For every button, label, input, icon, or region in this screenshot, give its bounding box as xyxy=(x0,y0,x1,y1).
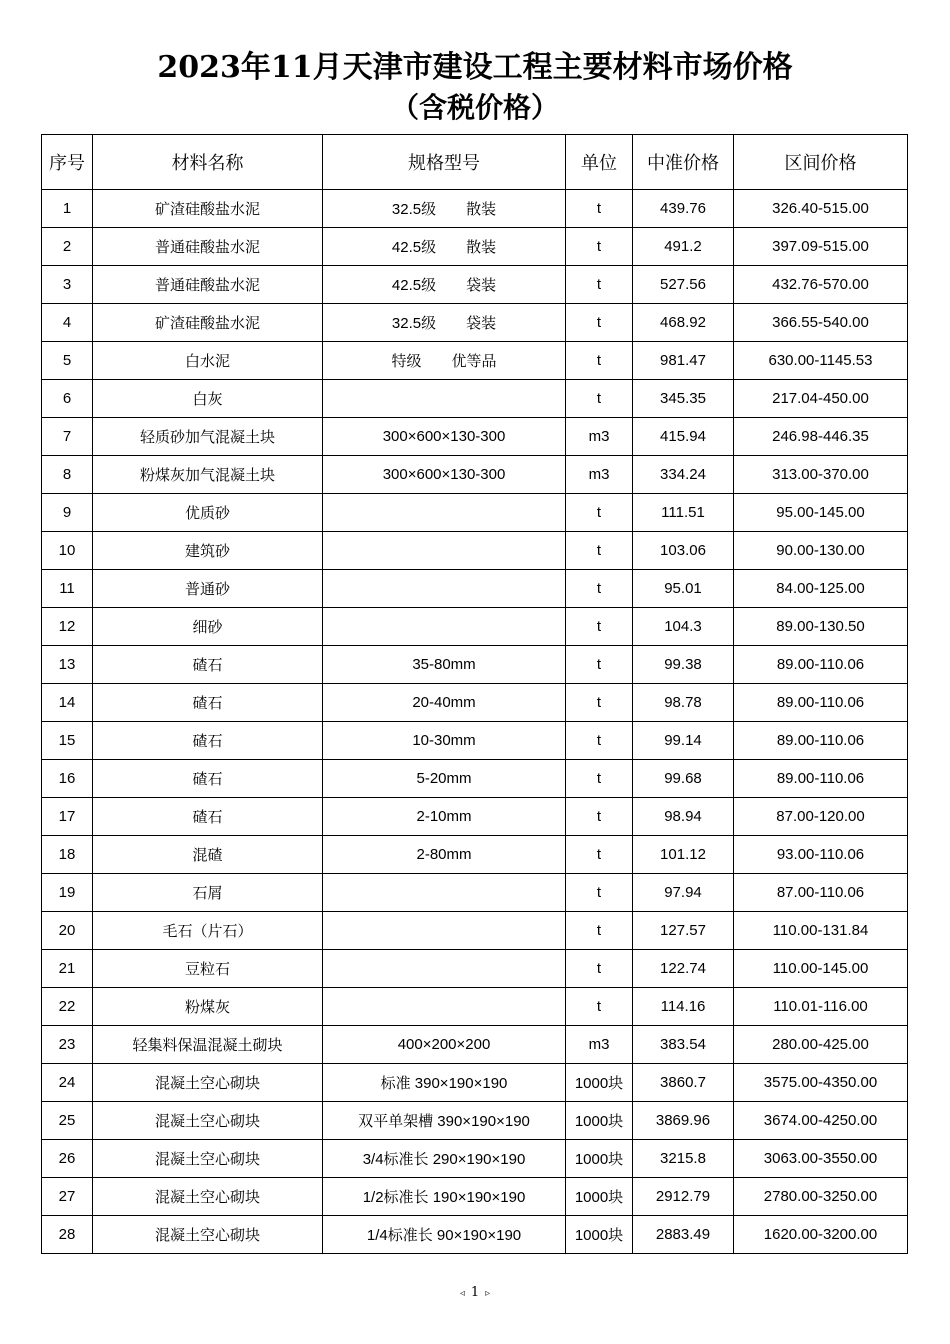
cell-spec: 300×600×130-300 xyxy=(323,418,566,456)
page-number: 1 xyxy=(470,1285,480,1300)
cell-mid-price: 98.94 xyxy=(633,798,734,836)
cell-material-name: 碴石 xyxy=(93,760,323,798)
cell-mid-price: 101.12 xyxy=(633,836,734,874)
cell-mid-price: 99.14 xyxy=(633,722,734,760)
cell-spec: 42.5级 袋装 xyxy=(323,266,566,304)
left-triangle-icon: ◃ xyxy=(459,1288,465,1299)
cell-mid-price: 334.24 xyxy=(633,456,734,494)
table-row xyxy=(42,456,908,494)
cell-mid-price: 127.57 xyxy=(633,912,734,950)
cell-material-name: 豆粒石 xyxy=(93,950,323,988)
cell-mid-price: 345.35 xyxy=(633,380,734,418)
cell-index: 10 xyxy=(42,532,93,570)
table-row xyxy=(42,722,908,760)
cell-mid-price: 3860.7 xyxy=(633,1064,734,1102)
cell-spec: 400×200×200 xyxy=(323,1026,566,1064)
cell-mid-price: 97.94 xyxy=(633,874,734,912)
cell-unit: t xyxy=(566,722,633,760)
cell-unit: t xyxy=(566,798,633,836)
cell-spec: 3/4标准长 290×190×190 xyxy=(323,1140,566,1178)
cell-index: 8 xyxy=(42,456,93,494)
cell-material-name: 碴石 xyxy=(93,722,323,760)
cell-spec xyxy=(323,532,566,570)
cell-index: 24 xyxy=(42,1064,93,1102)
cell-unit: t xyxy=(566,494,633,532)
table-row xyxy=(42,342,908,380)
table-row xyxy=(42,798,908,836)
cell-unit: t xyxy=(566,684,633,722)
table-row xyxy=(42,380,908,418)
cell-spec xyxy=(323,570,566,608)
price-table xyxy=(41,134,908,1254)
cell-mid-price: 383.54 xyxy=(633,1026,734,1064)
cell-material-name: 粉煤灰加气混凝土块 xyxy=(93,456,323,494)
cell-spec: 1/2标准长 190×190×190 xyxy=(323,1178,566,1216)
cell-material-name: 粉煤灰 xyxy=(93,988,323,1026)
cell-index: 7 xyxy=(42,418,93,456)
cell-unit: t xyxy=(566,190,633,228)
header-mid-price: 中准价格 xyxy=(633,135,734,190)
cell-price-range: 110.00-131.84 xyxy=(734,912,908,950)
cell-unit: t xyxy=(566,532,633,570)
cell-unit: 1000块 xyxy=(566,1178,633,1216)
cell-price-range: 89.00-130.50 xyxy=(734,608,908,646)
cell-material-name: 矿渣硅酸盐水泥 xyxy=(93,304,323,342)
cell-spec xyxy=(323,988,566,1026)
cell-spec xyxy=(323,950,566,988)
cell-spec: 20-40mm xyxy=(323,684,566,722)
cell-index: 1 xyxy=(42,190,93,228)
header-spec: 规格型号 xyxy=(323,135,566,190)
cell-spec: 标准 390×190×190 xyxy=(323,1064,566,1102)
cell-mid-price: 491.2 xyxy=(633,228,734,266)
cell-price-range: 110.00-145.00 xyxy=(734,950,908,988)
table-row xyxy=(42,1064,908,1102)
cell-unit: 1000块 xyxy=(566,1064,633,1102)
cell-price-range: 95.00-145.00 xyxy=(734,494,908,532)
cell-material-name: 石屑 xyxy=(93,874,323,912)
cell-material-name: 轻质砂加气混凝土块 xyxy=(93,418,323,456)
cell-spec: 32.5级 袋装 xyxy=(323,304,566,342)
cell-mid-price: 415.94 xyxy=(633,418,734,456)
cell-price-range: 246.98-446.35 xyxy=(734,418,908,456)
cell-unit: t xyxy=(566,874,633,912)
cell-price-range: 366.55-540.00 xyxy=(734,304,908,342)
cell-price-range: 3575.00-4350.00 xyxy=(734,1064,908,1102)
table-row xyxy=(42,950,908,988)
cell-spec xyxy=(323,608,566,646)
cell-unit: 1000块 xyxy=(566,1140,633,1178)
cell-spec: 300×600×130-300 xyxy=(323,456,566,494)
page-subtitle: （含税价格） xyxy=(390,91,559,124)
cell-index: 21 xyxy=(42,950,93,988)
table-row xyxy=(42,874,908,912)
cell-unit: t xyxy=(566,266,633,304)
cell-index: 22 xyxy=(42,988,93,1026)
table-row xyxy=(42,684,908,722)
table-row xyxy=(42,228,908,266)
table-row xyxy=(42,304,908,342)
cell-price-range: 89.00-110.06 xyxy=(734,760,908,798)
cell-unit: t xyxy=(566,836,633,874)
cell-unit: t xyxy=(566,912,633,950)
cell-mid-price: 468.92 xyxy=(633,304,734,342)
cell-spec xyxy=(323,874,566,912)
cell-price-range: 93.00-110.06 xyxy=(734,836,908,874)
header-unit: 单位 xyxy=(566,135,633,190)
cell-unit: 1000块 xyxy=(566,1102,633,1140)
cell-spec: 2-80mm xyxy=(323,836,566,874)
cell-mid-price: 981.47 xyxy=(633,342,734,380)
cell-index: 17 xyxy=(42,798,93,836)
cell-material-name: 优质砂 xyxy=(93,494,323,532)
table-row xyxy=(42,988,908,1026)
cell-spec: 32.5级 散装 xyxy=(323,190,566,228)
cell-material-name: 矿渣硅酸盐水泥 xyxy=(93,190,323,228)
cell-material-name: 细砂 xyxy=(93,608,323,646)
table-row xyxy=(42,1216,908,1254)
cell-mid-price: 111.51 xyxy=(633,494,734,532)
cell-mid-price: 103.06 xyxy=(633,532,734,570)
cell-spec xyxy=(323,380,566,418)
table-row xyxy=(42,266,908,304)
table-row xyxy=(42,1140,908,1178)
cell-index: 26 xyxy=(42,1140,93,1178)
table-row xyxy=(42,912,908,950)
cell-price-range: 110.01-116.00 xyxy=(734,988,908,1026)
cell-spec: 2-10mm xyxy=(323,798,566,836)
cell-material-name: 混凝土空心砌块 xyxy=(93,1102,323,1140)
cell-index: 28 xyxy=(42,1216,93,1254)
cell-index: 14 xyxy=(42,684,93,722)
cell-unit: m3 xyxy=(566,456,633,494)
cell-unit: t xyxy=(566,950,633,988)
cell-price-range: 89.00-110.06 xyxy=(734,684,908,722)
cell-unit: t xyxy=(566,760,633,798)
cell-material-name: 建筑砂 xyxy=(93,532,323,570)
cell-material-name: 普通硅酸盐水泥 xyxy=(93,266,323,304)
cell-spec: 双平单架槽 390×190×190 xyxy=(323,1102,566,1140)
cell-material-name: 混凝土空心砌块 xyxy=(93,1064,323,1102)
cell-material-name: 混凝土空心砌块 xyxy=(93,1178,323,1216)
cell-material-name: 毛石（片石） xyxy=(93,912,323,950)
cell-mid-price: 3215.8 xyxy=(633,1140,734,1178)
cell-price-range: 280.00-425.00 xyxy=(734,1026,908,1064)
cell-index: 6 xyxy=(42,380,93,418)
cell-index: 9 xyxy=(42,494,93,532)
cell-mid-price: 104.3 xyxy=(633,608,734,646)
header-price-range: 区间价格 xyxy=(734,135,908,190)
cell-material-name: 混凝土空心砌块 xyxy=(93,1216,323,1254)
cell-unit: t xyxy=(566,988,633,1026)
cell-price-range: 326.40-515.00 xyxy=(734,190,908,228)
right-triangle-icon: ▹ xyxy=(485,1288,491,1299)
table-row xyxy=(42,1026,908,1064)
header-index: 序号 xyxy=(42,135,93,190)
cell-price-range: 217.04-450.00 xyxy=(734,380,908,418)
cell-material-name: 混碴 xyxy=(93,836,323,874)
cell-unit: t xyxy=(566,342,633,380)
cell-index: 20 xyxy=(42,912,93,950)
cell-material-name: 混凝土空心砌块 xyxy=(93,1140,323,1178)
cell-mid-price: 3869.96 xyxy=(633,1102,734,1140)
cell-spec: 10-30mm xyxy=(323,722,566,760)
table-row xyxy=(42,1102,908,1140)
table-row xyxy=(42,418,908,456)
cell-material-name: 轻集料保温混凝土砌块 xyxy=(93,1026,323,1064)
cell-material-name: 碴石 xyxy=(93,684,323,722)
cell-spec: 1/4标准长 90×190×190 xyxy=(323,1216,566,1254)
cell-material-name: 普通砂 xyxy=(93,570,323,608)
header-material-name: 材料名称 xyxy=(93,135,323,190)
cell-price-range: 432.76-570.00 xyxy=(734,266,908,304)
cell-unit: m3 xyxy=(566,1026,633,1064)
cell-material-name: 普通硅酸盐水泥 xyxy=(93,228,323,266)
cell-index: 18 xyxy=(42,836,93,874)
cell-price-range: 630.00-1145.53 xyxy=(734,342,908,380)
cell-price-range: 3063.00-3550.00 xyxy=(734,1140,908,1178)
cell-price-range: 87.00-120.00 xyxy=(734,798,908,836)
cell-price-range: 3674.00-4250.00 xyxy=(734,1102,908,1140)
cell-mid-price: 2912.79 xyxy=(633,1178,734,1216)
cell-index: 15 xyxy=(42,722,93,760)
cell-mid-price: 527.56 xyxy=(633,266,734,304)
cell-spec: 5-20mm xyxy=(323,760,566,798)
cell-index: 12 xyxy=(42,608,93,646)
cell-price-range: 90.00-130.00 xyxy=(734,532,908,570)
cell-mid-price: 2883.49 xyxy=(633,1216,734,1254)
cell-index: 27 xyxy=(42,1178,93,1216)
cell-index: 16 xyxy=(42,760,93,798)
cell-index: 19 xyxy=(42,874,93,912)
table-row xyxy=(42,760,908,798)
cell-index: 2 xyxy=(42,228,93,266)
cell-material-name: 白灰 xyxy=(93,380,323,418)
table-body xyxy=(42,190,908,1254)
cell-spec: 42.5级 散装 xyxy=(323,228,566,266)
cell-unit: t xyxy=(566,304,633,342)
cell-unit: t xyxy=(566,380,633,418)
cell-index: 5 xyxy=(42,342,93,380)
table-row xyxy=(42,190,908,228)
cell-material-name: 碴石 xyxy=(93,798,323,836)
table-row xyxy=(42,1178,908,1216)
cell-price-range: 89.00-110.06 xyxy=(734,722,908,760)
table-header-row xyxy=(42,135,908,190)
cell-unit: t xyxy=(566,228,633,266)
cell-price-range: 313.00-370.00 xyxy=(734,456,908,494)
cell-price-range: 89.00-110.06 xyxy=(734,646,908,684)
cell-mid-price: 114.16 xyxy=(633,988,734,1026)
cell-price-range: 2780.00-3250.00 xyxy=(734,1178,908,1216)
page-title: 2023年11月天津市建设工程主要材料市场价格 xyxy=(157,50,793,85)
cell-unit: m3 xyxy=(566,418,633,456)
cell-mid-price: 122.74 xyxy=(633,950,734,988)
table-row xyxy=(42,532,908,570)
cell-price-range: 397.09-515.00 xyxy=(734,228,908,266)
cell-unit: t xyxy=(566,646,633,684)
cell-mid-price: 439.76 xyxy=(633,190,734,228)
page-footer xyxy=(0,1285,950,1300)
cell-mid-price: 99.68 xyxy=(633,760,734,798)
cell-index: 23 xyxy=(42,1026,93,1064)
cell-mid-price: 99.38 xyxy=(633,646,734,684)
cell-unit: t xyxy=(566,608,633,646)
cell-material-name: 碴石 xyxy=(93,646,323,684)
table-row xyxy=(42,494,908,532)
cell-spec xyxy=(323,912,566,950)
cell-unit: 1000块 xyxy=(566,1216,633,1254)
cell-spec xyxy=(323,494,566,532)
cell-index: 25 xyxy=(42,1102,93,1140)
cell-price-range: 87.00-110.06 xyxy=(734,874,908,912)
table-row xyxy=(42,836,908,874)
table-row xyxy=(42,646,908,684)
cell-index: 13 xyxy=(42,646,93,684)
cell-mid-price: 95.01 xyxy=(633,570,734,608)
cell-index: 11 xyxy=(42,570,93,608)
cell-unit: t xyxy=(566,570,633,608)
cell-price-range: 1620.00-3200.00 xyxy=(734,1216,908,1254)
cell-mid-price: 98.78 xyxy=(633,684,734,722)
cell-index: 3 xyxy=(42,266,93,304)
cell-price-range: 84.00-125.00 xyxy=(734,570,908,608)
table-row xyxy=(42,570,908,608)
table-row xyxy=(42,608,908,646)
cell-spec: 35-80mm xyxy=(323,646,566,684)
cell-index: 4 xyxy=(42,304,93,342)
cell-material-name: 白水泥 xyxy=(93,342,323,380)
cell-spec: 特级 优等品 xyxy=(323,342,566,380)
